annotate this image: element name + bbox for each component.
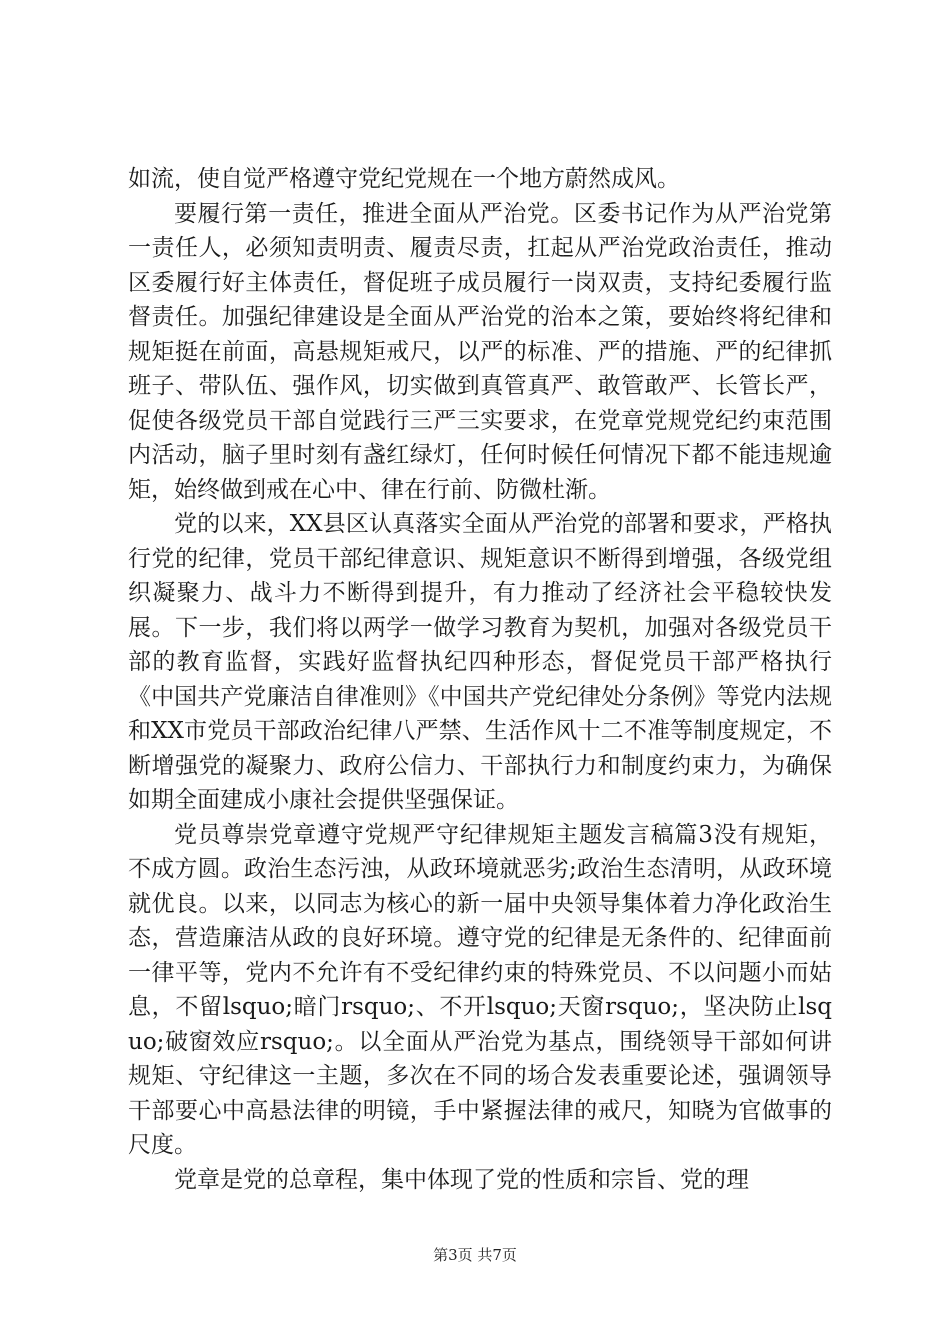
paragraph-5: 党章是党的总章程，集中体现了党的性质和宗旨、党的理 [174, 1166, 749, 1193]
paragraph-4: 党员尊崇党章遵守党规严守纪律规矩主题发言稿篇3没有规矩，不成方圆。政治生态污浊，从政环境就恶劣;政治生态清明，从政环境就优良。以来，以同志为核心的新一届中央领导集体着力净化政治生态，营造廉洁从政的良好环境。遵守党的纪律是无条件的、纪律面前一律平等，党内不允许有不受纪律约束的特殊党员、不以问题小而姑息，不留lsquo;暗门rsquo;、不开lsquo;天窗rsquo;，坚决防止lsquo;破窗效应rsquo;。以全面从严治党为基点，围绕领导干部如何讲规矩、守纪律这一主题，多次在不同的场合发表重要论述，强调领导干部要心中高悬法律的明镜，手中紧握法律的戒尺，知晓为官做事的尺度。 [128, 821, 832, 1158]
paragraph-2: 要履行第一责任，推进全面从严治党。区委书记作为从严治党第一责任人，必须知责明责、履责尽责，扛起从严治党政治责任，推动区委履行好主体责任，督促班子成员履行一岗双责，支持纪委履行监督责任。加强纪律建设是全面从严治党的治本之策，要始终将纪律和规矩挺在前面，高悬规矩戒尺，以严的标准、严的措施、严的纪律抓班子、带队伍、强作风，切实做到真管真严、敢管敢严、长管长严，促使各级党员干部自觉践行三严三实要求，在党章党规党纪约束范围内活动，脑子里时刻有盏红绿灯，任何时候任何情况下都不能违规逾矩，始终做到戒在心中、律在行前、防微杜渐。 [128, 200, 832, 503]
paragraph-1: 如流，使自觉严格遵守党纪党规在一个地方蔚然成风。 [128, 166, 680, 192]
body-text [128, 162, 832, 1197]
page-number-footer: 第3页 共7页 [433, 1246, 517, 1264]
paragraph-3: 党的以来，XX县区认真落实全面从严治党的部署和要求，严格执行党的纪律，党员干部纪律意识、规矩意识不断得到增强，各级党组织凝聚力、战斗力不断得到提升，有力推动了经济社会平稳较快发展。下一步，我们将以两学一做学习教育为契机，加强对各级党员干部的教育监督，实践好监督执纪四种形态，督促党员干部严格执行《中国共产党廉洁自律准则》《中国共产党纪律处分条例》等党内法规和XX市党员干部政治纪律八严禁、生活作风十二不准等制度规定，不断增强党的凝聚力、政府公信力、干部执行力和制度约束力，为确保如期全面建成小康社会提供坚强保证。 [128, 511, 832, 813]
